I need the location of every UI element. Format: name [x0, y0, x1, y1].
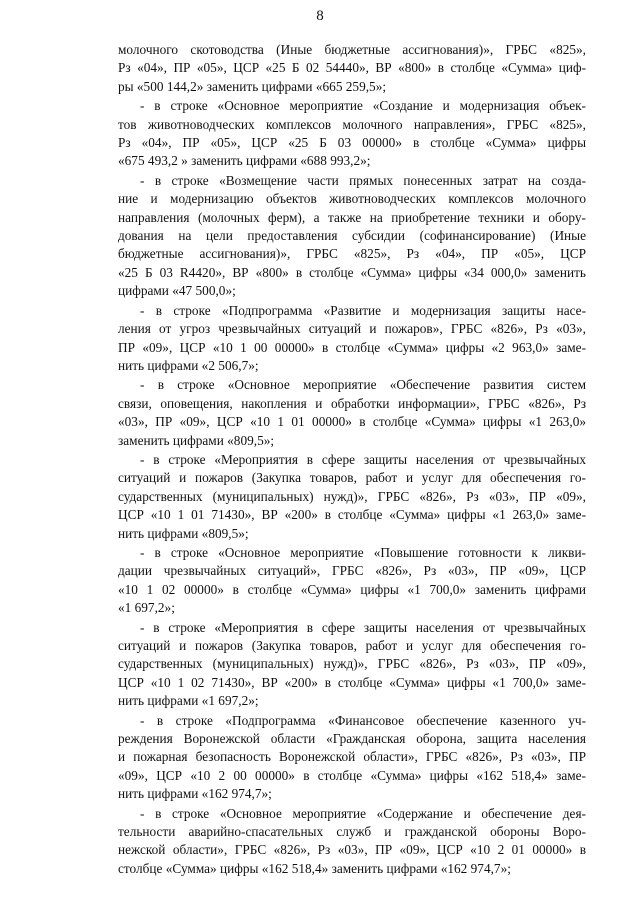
text-line: нить цифрами «809,5»; — [118, 525, 249, 541]
text-line: - в строке «Возмещение части прямых понесенных затрат на созда- — [140, 172, 586, 188]
text-line: направления (молочных ферм), а также на приобретение техники и обору- — [118, 209, 586, 225]
text-line: - в строке «Мероприятия в сфере защиты населения от чрезвычайных — [140, 619, 586, 635]
text-line: «675 493,2 » заменить цифрами «688 993,2»; — [118, 153, 371, 169]
text-line: «25 Б 03 R4420», ВР «800» в столбце «Сумма» цифры «34 000,0» заменить — [118, 264, 586, 280]
page-number: 8 — [316, 8, 324, 24]
text-line: сударственных (муниципальных) нужд)», ГРБС «826», Рз «03», ПР «09», — [118, 656, 586, 672]
text-line: нежской области», ГРБС «826», Рз «03», ПР «09», ЦСР «10 2 01 00000» в — [118, 842, 586, 858]
paragraph — [118, 172, 586, 301]
paragraph — [118, 97, 586, 171]
text-line: ления от угроз чрезвычайных ситуаций и пожаров», ГРБС «826», Рз «03», — [118, 321, 586, 337]
paragraph — [118, 712, 586, 804]
text-line: Рз «04», ПР «05», ЦСР «25 Б 03 00000» в столбце «Сумма» цифры — [118, 135, 586, 151]
text-line: - в строке «Основное мероприятие «Содержание и обеспечение дея- — [140, 805, 586, 821]
text-line: «03», ПР «09», ЦСР «10 1 01 00000» в столбце «Сумма» цифры «1 263,0» — [118, 414, 586, 430]
text-line: реждения Воронежской области «Гражданская оборона, защита населения — [118, 731, 586, 747]
text-line: - в строке «Основное мероприятие «Обеспечение развития систем — [140, 377, 586, 393]
document-body — [118, 41, 586, 878]
text-line: ры «500 144,2» заменить цифрами «665 259,5»; — [118, 78, 387, 94]
text-line: бюджетные ассигнования)», ГРБС «825», Рз «04», ПР «05», ЦСР — [118, 246, 586, 262]
text-line: ситуаций и пожаров (Закупка товаров, работ и услуг для обеспечения го- — [118, 470, 586, 486]
text-line: нить цифрами «162 974,7»; — [118, 786, 272, 802]
text-line: молочного скотоводства (Иные бюджетные ассигнования)», ГРБС «825», — [118, 42, 586, 57]
text-line: - в строке «Мероприятия в сфере защиты населения от чрезвычайных — [140, 451, 586, 467]
text-line: связи, оповещения, накопления и обработки информации», ГРБС «826», Рз — [118, 395, 586, 411]
text-line: «09», ЦСР «10 2 00 00000» в столбце «Сумма» цифры «162 518,4» заме- — [118, 767, 586, 783]
text-line: тов животноводческих комплексов молочного направления», ГРБС «825», — [118, 116, 586, 132]
text-line: столбце «Сумма» цифры «162 518,4» заменить цифрами «162 974,7»; — [118, 860, 511, 876]
paragraph — [118, 41, 586, 96]
paragraph — [118, 805, 586, 879]
text-line: нить цифрами «2 506,7»; — [118, 357, 259, 373]
text-line: сударственных (муниципальных) нужд)», ГРБС «826», Рз «03», ПР «09», — [118, 488, 586, 504]
paragraph — [118, 376, 586, 450]
text-line: Рз «04», ПР «05», ЦСР «25 Б 02 54440», ВР «800» в столбце «Сумма» циф- — [118, 60, 586, 76]
text-line: - в строке «Основное мероприятие «Повышение готовности к ликви- — [140, 544, 586, 560]
text-line: - в строке «Подпрограмма «Финансовое обеспечение казенного уч- — [140, 712, 586, 728]
text-line: ситуаций и пожаров (Закупка товаров, работ и услуг для обеспечения го- — [118, 638, 586, 653]
paragraph — [118, 544, 586, 618]
paragraph — [118, 302, 586, 376]
text-line: нить цифрами «1 697,2»; — [118, 693, 259, 709]
text-line: ПР «09», ЦСР «10 1 00 00000» в столбце «Сумма» цифры «2 963,0» заме- — [118, 339, 586, 355]
text-line: тельности аварийно-спасательных служб и гражданской обороны Воро- — [118, 824, 586, 840]
text-line: дования на цели предоставления субсидии (софинансирование) (Иные — [118, 228, 586, 244]
paragraph — [118, 451, 586, 543]
text-line: - в строке «Подпрограмма «Развитие и модернизация защиты насе- — [140, 302, 586, 318]
text-line: ЦСР «10 1 02 71430», ВР «200» в столбце «Сумма» цифры «1 700,0» заме- — [118, 674, 586, 690]
text-line: ние и модернизацию объектов животноводческих комплексов молочного — [118, 191, 586, 207]
text-line: «10 1 02 00000» в столбце «Сумма» цифры «1 700,0» заменить цифрами — [118, 581, 586, 597]
text-line: - в строке «Основное мероприятие «Создание и модернизация объек- — [140, 98, 586, 114]
text-line: дации чрезвычайных ситуаций», ГРБС «826», Рз «03», ПР «09», ЦСР — [118, 563, 586, 579]
text-line: ЦСР «10 1 01 71430», ВР «200» в столбце «Сумма» цифры «1 263,0» заме- — [118, 507, 586, 523]
text-line: заменить цифрами «809,5»; — [118, 432, 275, 448]
text-line: цифрами «47 500,0»; — [118, 283, 236, 299]
paragraph — [118, 619, 586, 711]
text-line: «1 697,2»; — [118, 600, 175, 616]
text-line: и пожарная безопасность Воронежской области», ГРБС «826», Рз «03», ПР — [118, 749, 586, 765]
